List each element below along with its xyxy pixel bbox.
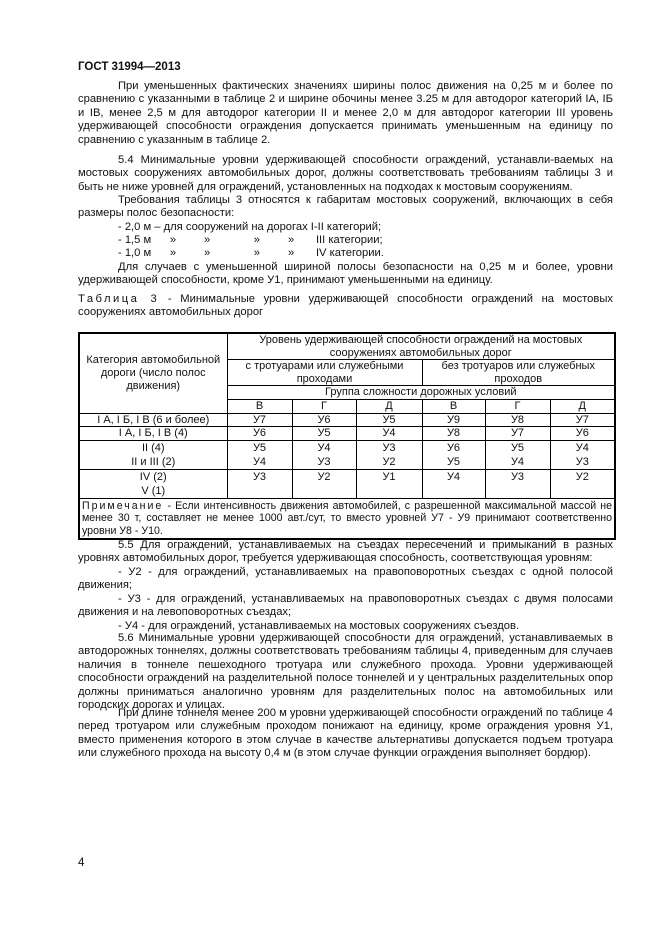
document-header: ГОСТ 31994—2013 bbox=[78, 61, 181, 73]
subcol-header: Г bbox=[485, 399, 550, 413]
paragraph-5-4: 5.4 Минимальные уровни удерживающей способности ограждений, устанавли-ваемых на мостовых сооружениях автомобильных дорог, должны соответствовать требованиям таблицы 3 и быть не ниже уровней для ограждений, установленных на подходах к мостовым сооружениям. bbox=[78, 154, 613, 193]
cell-value bbox=[227, 440, 292, 469]
cell-value: У7 bbox=[550, 413, 615, 427]
table-row bbox=[79, 413, 615, 427]
cell-line: У5 bbox=[510, 441, 525, 454]
cell-line: У5 bbox=[446, 455, 461, 468]
cell-line: У4 bbox=[317, 441, 331, 454]
cell-value: У6 bbox=[292, 413, 356, 427]
paragraph-5-6: 5.6 Минимальные уровни удерживающей способности для ограждений, устанавливаемых в автодорожных тоннелях, должны соответствовать требованиям таблицы 4, приведенным для случаев наличия в тоннеле пешеходного тротуара или служебного прохода. Уровни удерживающей способности ограждений на разделительной полосе тоннелей и у центральных разделительных опор должны приниматься аналогично уровням для разделительных полос на автомобильных или городских дорогах и улицах. bbox=[78, 632, 613, 712]
cell-value: У1 bbox=[356, 469, 422, 498]
complexity-group-header: Группа сложности дорожных условий bbox=[227, 386, 615, 400]
cell-value bbox=[550, 440, 615, 469]
cell-value: У5 bbox=[356, 413, 422, 427]
table3-caption-text: - Минимальные уровни удерживающей способности ограждений на мостовых сооружениях автомобильных дорог bbox=[78, 293, 613, 319]
row-category bbox=[79, 469, 227, 498]
group-with-sidewalks: с тротуарами или служебными проходами bbox=[227, 360, 422, 386]
cell-line: У4 bbox=[510, 455, 525, 468]
row-category bbox=[79, 440, 227, 469]
safety-strip-item: - 1,5 м » » » » III категории; bbox=[118, 234, 383, 246]
subcol-header: Г bbox=[292, 399, 356, 413]
row-category-line: II (4) bbox=[141, 441, 165, 454]
cell-line: У3 bbox=[317, 455, 331, 468]
table-note bbox=[79, 498, 615, 539]
cell-line: У6 bbox=[446, 441, 461, 454]
table-row bbox=[79, 440, 615, 469]
paragraph-reduced-strip: Для случаев с уменьшенной шириной полосы безопасности на 0,25 м и более, уровни удерживающей способности, кроме У1, принимают уменьшенными на единицу. bbox=[78, 261, 613, 287]
cell-line: У2 bbox=[382, 455, 396, 468]
section55-item: - У3 - для ограждений, устанавливаемых на правоповоротных съездах с двумя полосами движения и на левоповоротных съездах; bbox=[78, 593, 613, 619]
section55-item: - У4 - для ограждений, устанавливаемых на мостовых сооружениях съездов. bbox=[118, 620, 520, 632]
subcol-header: В bbox=[422, 399, 485, 413]
subcol-header: В bbox=[227, 399, 292, 413]
paragraph-table3-requirements: Требования таблицы 3 относятся к габаритам мостовых сооружений, включающих в себя размеры полос безопасности: bbox=[78, 194, 613, 220]
page-number: 4 bbox=[78, 857, 85, 869]
table3 bbox=[78, 332, 616, 540]
cell-line: У3 bbox=[382, 441, 396, 454]
subcol-header: Д bbox=[550, 399, 615, 413]
row-category: I А, I Б, I В (4) bbox=[79, 427, 227, 441]
cell-value bbox=[485, 440, 550, 469]
cell-value: У9 bbox=[422, 413, 485, 427]
cell-line: У3 bbox=[575, 455, 589, 468]
cell-value: У7 bbox=[227, 413, 292, 427]
safety-strip-item: - 1,0 м » » » » IV категории. bbox=[118, 247, 384, 259]
col-header-level: Уровень удерживающей способности ограждений на мостовых сооружениях автомобильных дорог bbox=[227, 333, 615, 360]
cell-line: У5 bbox=[252, 441, 267, 454]
cell-value: У6 bbox=[227, 427, 292, 441]
row-category: I А, I Б, I В (6 и более) bbox=[79, 413, 227, 427]
row-category-line: IV (2) bbox=[139, 470, 167, 483]
row-category-line: II и III (2) bbox=[131, 455, 176, 468]
paragraph-reduced-width: При уменьшенных фактических значениях ширины полос движения на 0,25 м и более по сравнению с указанными в таблице 2 и ширине обочины менее 3.25 м для автодорог категорий IA, IБ и IB, менее 2,5 м для автодорог категории II и менее 2,0 м для автодорог категории III уровень удерживающей способности ограждения допускается принимать уменьшенным на единицу по сравнению с указанным в таблице 2. bbox=[78, 80, 613, 146]
cell-value: У2 bbox=[550, 469, 615, 498]
cell-value: У8 bbox=[485, 413, 550, 427]
cell-value bbox=[422, 440, 485, 469]
row-category-line: V (1) bbox=[141, 484, 166, 497]
cell-value: У4 bbox=[356, 427, 422, 441]
cell-value bbox=[356, 440, 422, 469]
cell-value: У7 bbox=[485, 427, 550, 441]
subcol-header: Д bbox=[356, 399, 422, 413]
note-label: Примечание bbox=[82, 499, 164, 512]
table3-caption-label: Таблица 3 bbox=[78, 293, 160, 305]
table-row bbox=[79, 469, 615, 498]
cell-value: У3 bbox=[485, 469, 550, 498]
table-note-row bbox=[79, 498, 615, 539]
cell-value bbox=[292, 440, 356, 469]
cell-line: У4 bbox=[252, 455, 267, 468]
safety-strip-item: - 2,0 м – для сооружений на дорогах I-II категорий; bbox=[118, 221, 382, 233]
group-without-sidewalks: без тротуаров или служебных проходов bbox=[422, 360, 615, 386]
section55-item: - У2 - для ограждений, устанавливаемых на правоповоротных съездах с одной полосой движения; bbox=[78, 566, 613, 592]
col-header-category: Категория автомобильной дороги (число полос движения) bbox=[79, 333, 227, 413]
cell-value: У2 bbox=[292, 469, 356, 498]
cell-value: У6 bbox=[550, 427, 615, 441]
note-text: - Если интенсивность движения автомобилей, с разрешенной максимальной массой не менее 30 т, составляет не менее 1000 авт./сут, то вместо уровней У7 - У9 принимают соответственно уровни У8 - У10. bbox=[82, 499, 613, 537]
table3-caption bbox=[78, 293, 613, 320]
cell-line: У4 bbox=[575, 441, 589, 454]
paragraph-5-5: 5.5 Для ограждений, устанавливаемых на съездах пересечений и примыканий в разных уровнях автомобильных дорог, требуется удерживающая способность, соответствующая уровням: bbox=[78, 539, 613, 565]
table-row bbox=[79, 427, 615, 441]
cell-value: У8 bbox=[422, 427, 485, 441]
cell-value: У3 bbox=[227, 469, 292, 498]
paragraph-short-tunnel: При длине тоннеля менее 200 м уровни удерживающей способности ограждений по таблице 4 перед тротуаром или служебным проходом понижают на единицу, кроме ограждения уровня У1, вместо применения которого в этом случае в качестве альтернативы допускается подъем тротуара или служебного прохода на высоту 0,4 м (в этом случае функции ограждения выполняет бордюр). bbox=[78, 707, 613, 760]
cell-value: У4 bbox=[422, 469, 485, 498]
cell-value: У5 bbox=[292, 427, 356, 441]
